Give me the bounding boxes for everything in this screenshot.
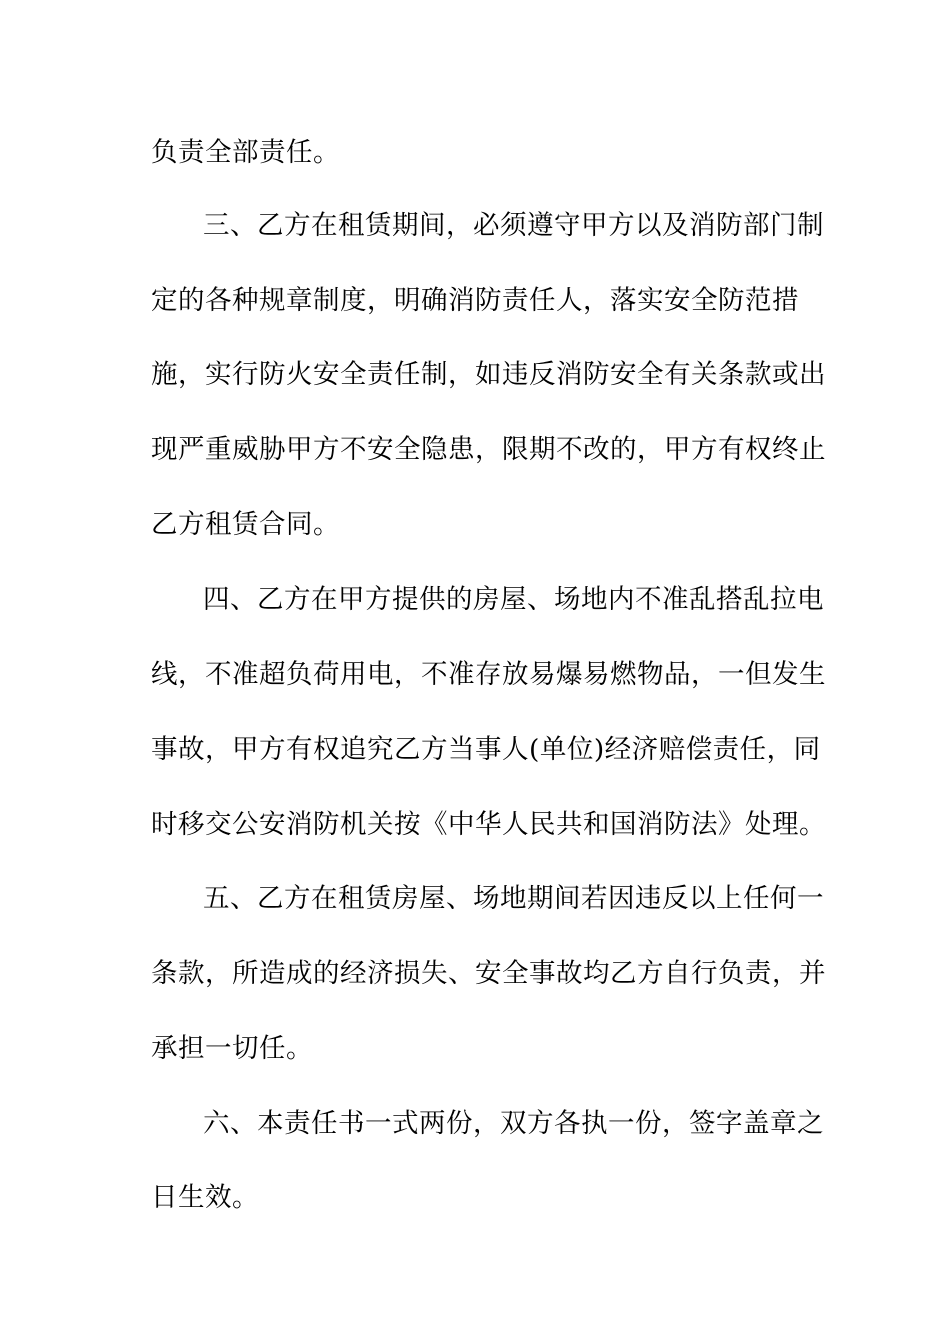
- text-line: 施，实行防火安全责任制，如违反消防安全有关条款或出: [151, 359, 826, 390]
- text-line: 时移交公安消防机关按《中华人民共和国消防法》处理。: [151, 809, 826, 840]
- text-line: 四、乙方在甲方提供的房屋、场地内不准乱搭乱拉电: [203, 584, 824, 615]
- text-line: 六、本责任书一式两份，双方各执一份，签字盖章之: [203, 1108, 824, 1139]
- text-line: 承担一切任。: [151, 1033, 313, 1064]
- text-line: 条款，所造成的经济损失、安全事故均乙方自行负责，并: [151, 958, 826, 989]
- text-line: 日生效。: [151, 1182, 259, 1213]
- text-line: 线，不准超负荷用电，不准存放易爆易燃物品，一但发生: [151, 659, 826, 690]
- text-line: 现严重威胁甲方不安全隐患，限期不改的，甲方有权终止: [151, 434, 826, 465]
- text-line: 三、乙方在租赁期间，必须遵守甲方以及消防部门制: [203, 210, 824, 241]
- text-line: 事故，甲方有权追究乙方当事人(单位)经济赔偿责任，同: [151, 734, 821, 765]
- text-line: 五、乙方在租赁房屋、场地期间若因违反以上任何一: [203, 883, 824, 914]
- text-line: 乙方租赁合同。: [151, 509, 340, 540]
- text-line: 负责全部责任。: [151, 137, 340, 168]
- text-line: 定的各种规章制度，明确消防责任人，落实安全防范措: [151, 285, 799, 316]
